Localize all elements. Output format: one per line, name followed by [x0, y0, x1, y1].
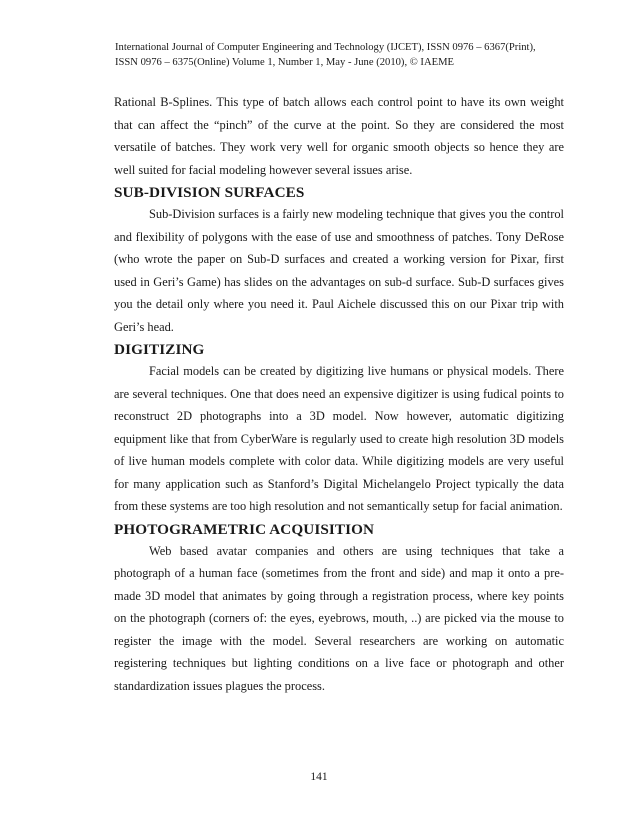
article-body	[114, 91, 564, 697]
section-heading-subdivision: SUB-DIVISION SURFACES	[114, 184, 305, 201]
section-paragraph-subdivision: Sub-Division surfaces is a fairly new modeling technique that gives you the control and flexibility of polygons with the ease of use and smoothness of patches. Tony DeRose (who wrote the paper on Sub-D surfaces and created a working version for Pixar, first used in Geri’s Game) has slides on the advantages on sub-d surface. Sub-D surfaces gives you the detail only where you need it. Paul Aichele discussed this on our Pixar trip with Geri’s head.	[114, 207, 564, 334]
journal-header-line-1: International Journal of Computer Engineering and Technology (IJCET), ISSN 0976 – 6367(Print),	[115, 42, 536, 53]
section-heading-digitizing: DIGITIZING	[114, 341, 205, 358]
section-heading-photogrametric: PHOTOGRAMETRIC ACQUISITION	[114, 520, 375, 538]
section-paragraph-digitizing: Facial models can be created by digitizing live humans or physical models. There are several techniques. One that does need an expensive digitizer is using fudical points to reconstruct 2D photographs into a 3D model. Now however, automatic digitizing equipment like that from CyberWare is regularly used to create high resolution 3D models of live human models complete with color data. While digitizing models are very useful for many application such as Stanford’s Digital Michelangelo Project typically the data from these systems are too high resolution and not semantically setup for facial animation.	[114, 364, 564, 513]
journal-header-line-2: ISSN 0976 – 6375(Online) Volume 1, Number 1, May - June (2010), © IAEME	[115, 57, 454, 68]
page-number: 141	[310, 771, 328, 783]
intro-paragraph: Rational B-Splines. This type of batch allows each control point to have its own weight that can affect the “pinch” of the curve at the point. So they are considered the most versatile of batches. They work very well for organic smooth objects so hence they are well suited for facial modeling however several issues arise.	[114, 95, 564, 177]
section-paragraph-photogrametric: Web based avatar companies and others are using techniques that take a photograph of a human face (sometimes from the front and side) and map it onto a pre-made 3D model that animates by going through a registration process, where key points on the photograph (corners of: the eyes, eyebrows, mouth, ..) are picked via the mouse to register the image with the model. Several researchers are working on automatic registering techniques but lighting conditions on a live face or photograph and other standardization issues plagues the process.	[114, 543, 564, 693]
journal-header	[115, 40, 545, 70]
